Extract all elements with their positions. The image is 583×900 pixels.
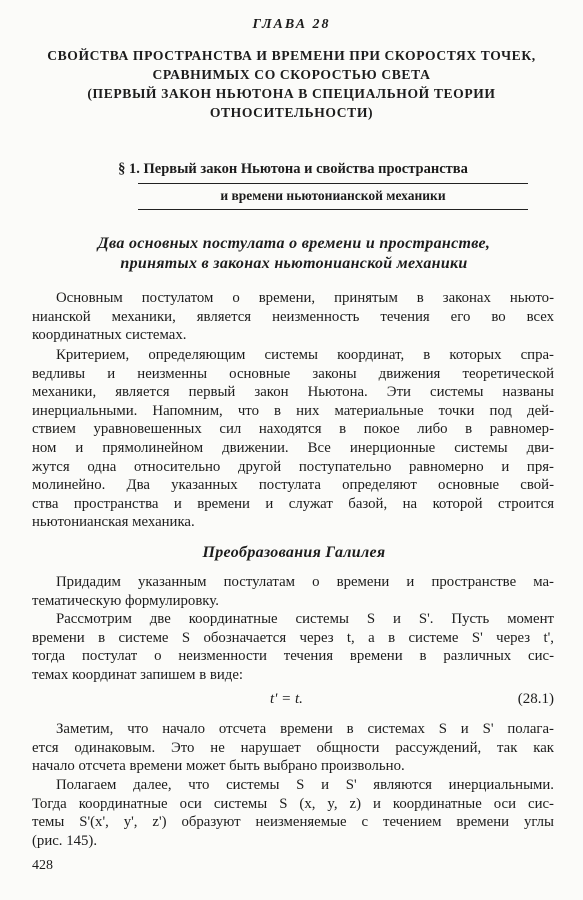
paragraph-inertial-systems <box>32 346 554 532</box>
equation-text: t' = t. <box>270 691 303 707</box>
text-line: ньютонианская механика. <box>32 514 195 531</box>
chapter-title-line: ОТНОСИТЕЛЬНОСТИ) <box>209 105 374 120</box>
text-line: начало отсчета времени может быть выбрано произвольно. <box>32 758 405 775</box>
text-line: времени в системе S обозначается через t, а в системе S' через t', <box>32 629 554 646</box>
text-line: ется одинаковым. Это не нарушает общности рассуждений, так как <box>32 739 554 756</box>
text-line: Полагаем далее, что системы S и S' являются инерциальными. <box>56 777 554 793</box>
chapter-title-line: СРАВНИМЫХ СО СКОРОСТЬЮ СВЕТА <box>152 67 431 82</box>
page-number: 428 <box>32 858 53 873</box>
text-line: Рассмотрим две координатные системы S и S'. Пусть момент <box>56 611 554 627</box>
section-heading-continued: и времени ньютонианской механики <box>220 188 446 203</box>
paragraph-postulate-time <box>32 289 554 345</box>
chapter-title-line: (ПЕРВЫЙ ЗАКОН НЬЮТОНА В СПЕЦИАЛЬНОЙ ТЕОРИИ <box>87 86 496 101</box>
text-line: инерциальными. Напомним, что в них материальные точки под дей- <box>32 402 554 419</box>
chapter-title-line: СВОЙСТВА ПРОСТРАНСТВА И ВРЕМЕНИ ПРИ СКОРОСТЯХ ТОЧЕК, <box>47 48 536 63</box>
text-line: ведливы и неизменны основные законы движения теоретической <box>32 365 554 382</box>
subsection-heading-line: Преобразования Галилея <box>202 544 386 561</box>
text-line: тогда постулат о неизменности течения времени в различных сис- <box>32 648 554 665</box>
text-line: Критерием, определяющим системы координат, в которых спра- <box>56 347 554 363</box>
text-line: темах координат запишем в виде: <box>32 666 243 683</box>
chapter-title <box>24 46 559 122</box>
section-rule-bottom <box>138 209 528 210</box>
paragraph-axes <box>32 776 554 850</box>
chapter-label: ГЛАВА 28 <box>252 17 331 32</box>
text-line: тематическую формулировку. <box>32 592 219 609</box>
paragraph-time-origin <box>32 720 554 776</box>
subsection-heading-line: Два основных постулата о времени и пространстве, <box>97 235 491 252</box>
text-line: ном и прямолинейном движении. Все инерционные системы дви- <box>32 439 554 456</box>
text-line: механики, является первый закон Ньютона. Эти системы названы <box>32 384 554 401</box>
text-line: Тогда координатные оси системы S (x, y, z) и координатные оси сис- <box>32 795 554 812</box>
text-line: молинейно. Два указанных постулата определяют основные свой- <box>32 477 554 494</box>
text-line: ствием уравновешенных сил находятся в покое либо в равномер- <box>32 421 554 438</box>
subsection-heading-line: принятых в законах ньютонианской механики <box>120 255 468 272</box>
subsection-heading-postulates <box>24 234 564 274</box>
section-heading: § 1. Первый закон Ньютона и свойства пространства <box>118 161 468 177</box>
text-line: Основным постулатом о времени, принятым в законах ньюто- <box>56 290 554 306</box>
text-line: координатных системах. <box>32 327 187 344</box>
text-line: ства пространства и времени и служат базой, на которой строится <box>32 495 554 512</box>
text-line: (рис. 145). <box>32 832 98 849</box>
subsection-heading-galileo <box>24 543 564 563</box>
paragraph-formulation <box>32 573 554 610</box>
paragraph-coordinate-systems <box>32 610 554 684</box>
text-line: темы S'(x', y', z') образуют неизменяемые с течением времени углы <box>32 814 554 831</box>
equation-number: (28.1) <box>517 691 554 707</box>
text-line: Заметим, что начало отсчета времени в системах S и S' полага- <box>56 721 554 737</box>
section-rule-top <box>138 183 528 184</box>
text-line: жутся одна относительно другой поступательно равномерно и пря- <box>32 458 554 475</box>
text-line: нианской механики, является неизменность течения его во всех <box>32 308 554 325</box>
text-line: Придадим указанным постулатам о времени и пространстве ма- <box>56 574 554 590</box>
